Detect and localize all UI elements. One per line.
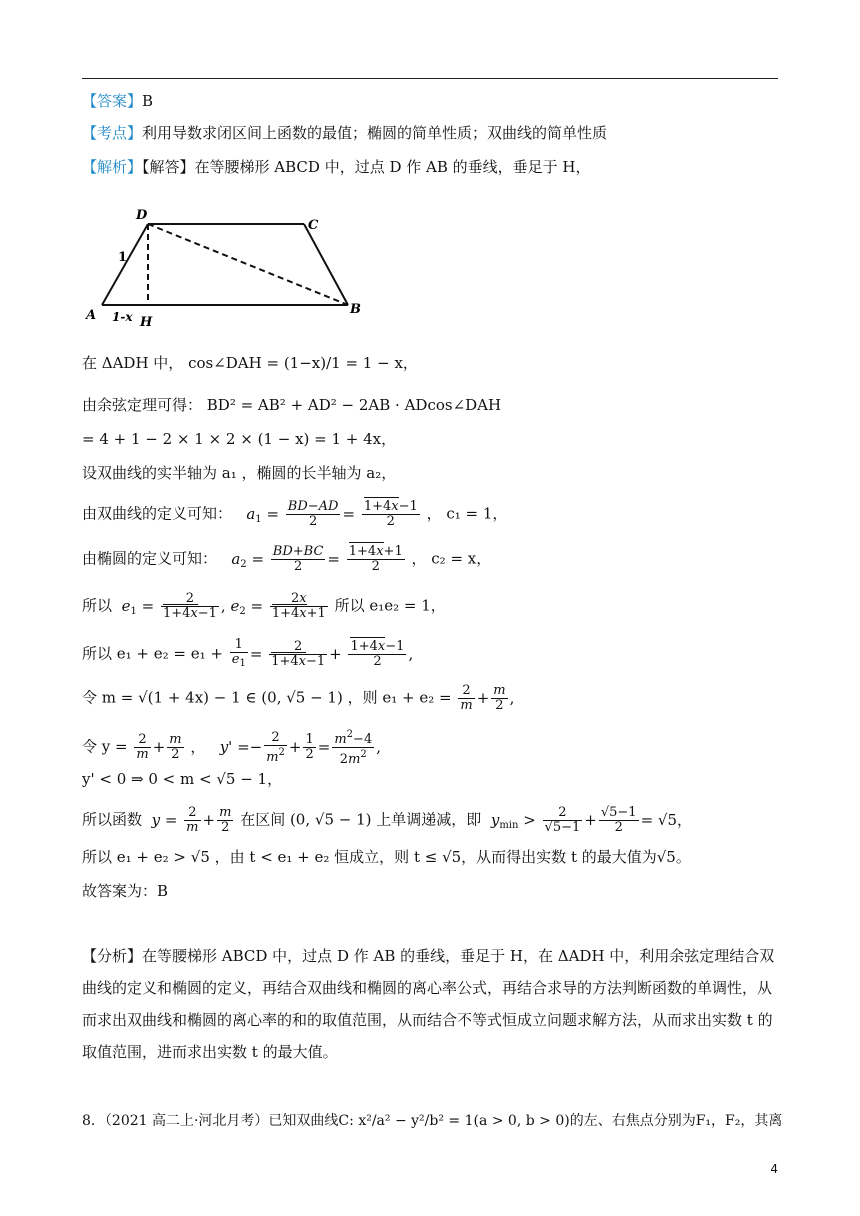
step-14: 故答案为：B	[82, 882, 169, 900]
step-6-label: 由椭圆的定义可知：	[82, 549, 218, 568]
step-2: 由余弦定理可得： BD² = AB² + AD² − 2AB · ADcos∠DAH	[82, 396, 502, 414]
step-3: = 4 + 1 − 2 × 1 × 2 × (1 − x) = 1 + 4x，	[82, 430, 397, 448]
step-9: 令 m = √(1 + 4x) − 1 ∈ (0, √5 − 1) ，则 e₁ + e₂ = $\frac{2}{m}$ + $\frac{m}{2}$ ,	[82, 683, 515, 713]
step-5-tail: ， c₁ = 1，	[426, 504, 508, 523]
next-question: 8．（2021 高二上·河北月考）已知双曲线C: x²/a² − y²/b² = 1(a > 0, b > 0)的左、右焦点分别为F₁，F₂，其离	[82, 1113, 783, 1129]
step-11: y' < 0 ⇒ 0 < m < √5 − 1，	[82, 770, 283, 788]
label-ax: 1-x	[112, 310, 133, 324]
step-12: 所以函数 y = $\frac{2}{m}$ + $\frac{m}{2}$ 在区间 (0, √5 − 1) 上单调递减，即 $y_{min}$ > $\frac{2}{√5-1}$ + $\frac{√5-1}{2}$ = √5，	[82, 805, 693, 835]
label-D: D	[136, 208, 148, 223]
step-5-label: 由双曲线的定义可知：	[82, 504, 233, 523]
step-7-label: 所以	[82, 596, 113, 615]
step-6: 由椭圆的定义可知： $a_2$ = $\frac{BD+BC}{2}$ = $\frac{1+4x+1}{2}$ ， c₂ = x，	[82, 544, 492, 574]
step-6-tail: ， c₂ = x，	[411, 549, 492, 568]
analysis-tag: 【解析】	[82, 158, 143, 176]
step-9-label: 令 m = √(1 + 4x) − 1 ∈ (0, √5 − 1) ，则 e₁ + e₂ =	[82, 688, 452, 707]
label-C: C	[308, 218, 319, 233]
step-1: 在 ΔADH 中， cos∠DAH = (1−x)/1 = 1 − x，	[82, 354, 418, 372]
trapezoid-figure	[84, 205, 374, 327]
analysis-intro: 【解答】在等腰梯形 ABCD 中，过点 D 作 AB 的垂线，垂足于 H，	[142, 158, 591, 176]
points-value: 利用导数求闭区间上函数的最值；椭圆的简单性质；双曲线的简单性质	[142, 124, 608, 142]
step-4: 设双曲线的实半轴为 a₁ ，椭圆的长半轴为 a₂，	[82, 464, 397, 482]
page-number: 4	[770, 1162, 778, 1176]
label-one: 1	[118, 250, 128, 265]
step-8: 所以 e₁ + e₂ = e₁ + $\frac{1}{e_1}$ = $\frac{2}{1+4x-1}$ + $\frac{1+4x-1}{2}$ ,	[82, 637, 414, 669]
points-line	[82, 122, 607, 144]
step-5: 由双曲线的定义可知： $a_1$ = $\frac{BD-AD}{2}$ = $\frac{1+4x-1}{2}$ ， c₁ = 1，	[82, 499, 508, 529]
header-rule	[82, 78, 778, 79]
step-8-label: 所以 e₁ + e₂ = e₁ +	[82, 644, 223, 663]
step-7: 所以 $e_1$ = $\frac{2}{1+4x-1}$ , $e_2$ = $\frac{2x}{1+4x+1}$ 所以 e₁e₂ = 1，	[82, 591, 446, 621]
answer-line	[82, 90, 153, 112]
label-A: A	[86, 308, 97, 323]
analysis-line	[82, 156, 591, 178]
points-tag: 【考点】	[82, 124, 143, 142]
step-12-mid: 在区间 (0, √5 − 1) 上单调递减，即	[240, 810, 482, 829]
step-10: 令 y = $\frac{2}{m}$ + $\frac{m}{2}$ ， y' =− $\frac{2}{m^2}$ + $\frac{1}{2}$ = $\frac{m^2-4}{2m^2}$ ,	[82, 729, 381, 767]
answer-value: B	[142, 92, 154, 110]
label-H: H	[140, 315, 153, 327]
step-13: 所以 e₁ + e₂ > √5 ，由 t < e₁ + e₂ 恒成立，则 t ≤ √5，从而得出实数 t 的最大值为√5。	[82, 848, 691, 866]
step-10-label: 令 y =	[82, 737, 128, 756]
step-12-label: 所以函数	[82, 810, 143, 829]
label-B: B	[350, 302, 361, 317]
step-7-tail: 所以 e₁e₂ = 1，	[334, 596, 446, 615]
summary-paragraph: 【分析】在等腰梯形 ABCD 中，过点 D 作 AB 的垂线，垂足于 H，在 ΔADH 中，利用余弦定理结合双曲线的定义和椭圆的定义，再结合双曲线和椭圆的离心率公式，再结合求导的方法判断函数的单调性，从而求出双曲线和椭圆的离心率的和的取值范围，从而结合不等式恒成立问题求解方法，从而求出实数 t 的取值范围，进而求出实数 t 的最大值。	[82, 947, 775, 1061]
answer-tag: 【答案】	[82, 92, 143, 110]
